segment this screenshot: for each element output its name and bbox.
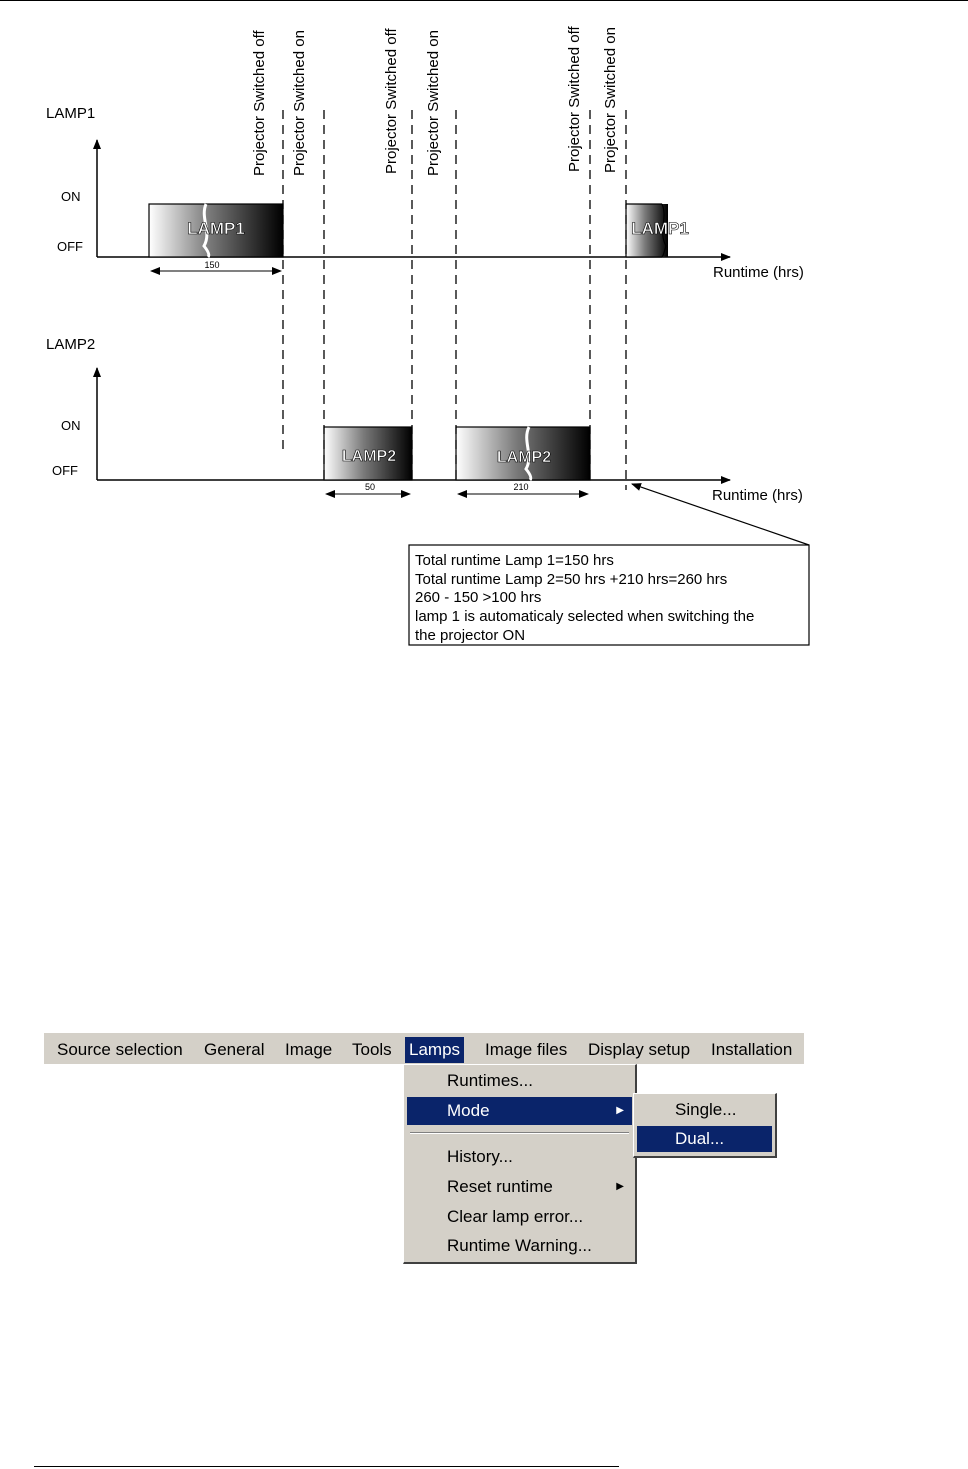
submenu-arrow-icon: ▶ xyxy=(616,1105,624,1116)
event-label-switched-on-1: Projector Switched on xyxy=(291,30,308,176)
submenu-item-dual[interactable]: Dual... xyxy=(637,1126,772,1152)
lamp2-off-label: OFF xyxy=(52,463,78,478)
menu-display-setup[interactable]: Display setup xyxy=(588,1040,691,1059)
event-label-switched-off-1: Projector Switched off xyxy=(251,30,268,176)
lamp1-on-block xyxy=(149,204,283,257)
lamp2-duration-label-a: 50 xyxy=(364,482,376,492)
lamp2-axis-label: LAMP2 xyxy=(46,336,96,353)
submenu-item-single[interactable]: Single... xyxy=(675,1100,737,1119)
lamp1-resumed-block-label: LAMP1 xyxy=(631,219,689,238)
menu-tools[interactable]: Tools xyxy=(352,1040,392,1059)
event-label-switched-on-3: Projector Switched on xyxy=(602,27,619,173)
event-label-switched-on-2: Projector Switched on xyxy=(425,30,442,176)
menu-bar xyxy=(44,1033,804,1064)
lamp2-duration-label-b: 210 xyxy=(513,482,529,492)
lamp2-block-a-label: LAMP2 xyxy=(341,448,397,465)
footer-rule xyxy=(34,1466,619,1467)
lamp1-axis-label: LAMP1 xyxy=(46,105,96,122)
menu-image-files[interactable]: Image files xyxy=(485,1040,568,1059)
lamp1-duration-label: 150 xyxy=(204,260,220,270)
lamp2-block-b-label: LAMP2 xyxy=(496,449,552,466)
menu-lamps[interactable]: Lamps xyxy=(405,1037,464,1063)
menu-item-reset-runtime-label: Reset runtime xyxy=(447,1177,553,1196)
lamp2-on-label: ON xyxy=(61,418,81,433)
menu-item-clear-lamp-error[interactable]: Clear lamp error... xyxy=(447,1207,584,1226)
menu-separator xyxy=(410,1132,629,1134)
menu-item-reset-runtime[interactable] xyxy=(407,1173,632,1201)
menu-source-selection[interactable]: Source selection xyxy=(57,1040,183,1059)
lamp-runtime-diagram xyxy=(0,0,968,660)
callout-line-1: Total runtime Lamp 1=150 hrs xyxy=(415,552,614,569)
menu-item-mode[interactable] xyxy=(407,1097,632,1125)
event-label-switched-off-3: Projector Switched off xyxy=(566,26,583,172)
lamp1-resumed-block xyxy=(626,204,689,257)
menu-general[interactable]: General xyxy=(204,1040,265,1059)
menu-image[interactable]: Image xyxy=(285,1040,333,1059)
callout-line-5: the projector ON xyxy=(415,627,526,644)
lamp1-on-label: ON xyxy=(61,189,81,204)
event-label-switched-off-2: Projector Switched off xyxy=(383,28,400,174)
lamps-dropdown xyxy=(403,1064,637,1264)
lamp1-block-label: LAMP1 xyxy=(187,219,245,238)
callout-line-4: lamp 1 is automaticaly selected when switching the xyxy=(415,608,755,625)
menu-item-history[interactable]: History... xyxy=(447,1147,513,1166)
lamp1-runtime-label: Runtime (hrs) xyxy=(713,264,804,281)
submenu-arrow-icon: ▶ xyxy=(616,1181,624,1192)
menu-item-runtimes[interactable]: Runtimes... xyxy=(447,1071,533,1090)
menu-item-mode-label: Mode xyxy=(447,1101,490,1120)
menu-installation[interactable]: Installation xyxy=(711,1040,793,1059)
lamp1-off-label: OFF xyxy=(57,239,83,254)
callout-line-3: 260 - 150 >100 hrs xyxy=(415,589,542,606)
mode-submenu xyxy=(633,1093,777,1158)
menu-item-runtime-warning[interactable]: Runtime Warning... xyxy=(447,1236,592,1255)
callout-line-2: Total runtime Lamp 2=50 hrs +210 hrs=260 hrs xyxy=(415,571,728,588)
lamp2-on-block-b xyxy=(456,427,590,480)
lamp2-on-block-a xyxy=(324,427,412,480)
lamp2-runtime-label: Runtime (hrs) xyxy=(712,487,803,504)
